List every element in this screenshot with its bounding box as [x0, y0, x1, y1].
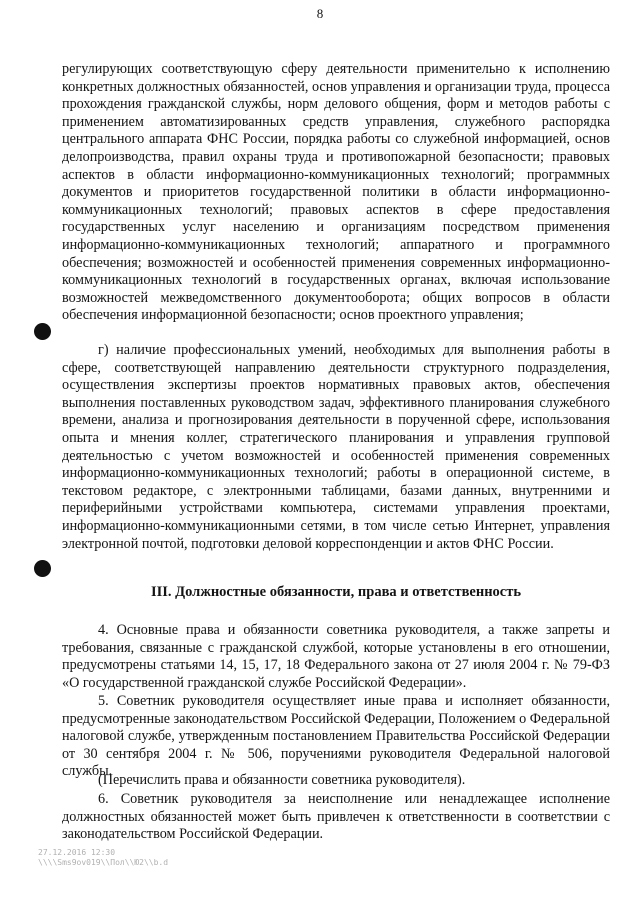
paragraph-knowledge: регулирующих соответствующую сферу деятельности применительно к исполнению конкретных должностных обязанностей, основ управления и организации труда, процесса прохождения гражданской службы, норм делового общения, форм и методов работы с применением автоматизированных средств управления, служебного распорядка центрального аппарата ФНС России, порядка работы со служебной информацией, основ делопроизводства, правил охраны труда и противопожарной безопасности; правовых аспектов в области информационно-коммуникационных технологий; программных документов и приоритетов государственной политики в области информационно-коммуникационных технологий; правовых аспектов в сфере предоставления государственных услуг населению и организациям посредством применения информационно-коммуникационных технологий; аппаратного и программного обеспечения; возможностей и особенностей применения современных информационно-коммуникационных технологий в государственных органах, включая использование возможностей межведомственного документооборота; общих вопросов в области обеспечения информационной безопасности; основ проектного управления; [62, 61, 610, 324]
paragraph-item-6: 6. Советник руководителя за неисполнение или ненадлежащее исполнение должностных обязанностей может быть привлечен к ответственности в соответствии с законодательством Российской Федерации. [62, 791, 610, 843]
punch-hole-mark [34, 323, 51, 340]
footer-stamp-date: 27.12.2016 12:30 [38, 848, 116, 857]
section-heading: III. Должностные обязанности, права и ответственность [150, 584, 522, 600]
punch-hole-mark [34, 560, 51, 577]
paragraph-rights-note: (Перечислить права и обязанности советника руководителя). [98, 772, 466, 788]
footer-stamp-path: \\\\Sms9ov019\\Пол\\Ю2\\b.d [38, 858, 169, 867]
page-number: 8 [316, 6, 324, 21]
paragraph-item-5: 5. Советник руководителя осуществляет иные права и исполняет обязанности, предусмотренные законодательством Российской Федерации, Положением о Федеральной налоговой службе, утвержденным постановлением Правительства Российской Федерации от 30 сентября 2004 г. № 506, поручениями руководителя Федеральной налоговой службы. [62, 693, 610, 780]
paragraph-skills: г) наличие профессиональных умений, необходимых для выполнения работы в сфере, соответствующей направлению деятельности структурного подразделения, осуществления экспертизы проектов нормативных правовых актов, обеспечения выполнения поставленных руководством задач, эффективного планирования служебного времени, анализа и прогнозирования деятельности в порученной сфере, использования опыта и мнения коллег, стратегического планирования и управления групповой деятельностью с учетом возможностей и особенностей применения современных информационно-коммуникационных технологий; работы в операционной системе, в текстовом редакторе, с электронными таблицами, базами данных, внутренними и периферийными устройствами компьютера, системами управления проектами, информационно-коммуникационными сетями, в том числе сетью Интернет, управления электронной почтой, подготовки деловой корреспонденции и актов ФНС России. [62, 342, 610, 552]
paragraph-item-4: 4. Основные права и обязанности советника руководителя, а также запреты и требования, связанные с гражданской службой, которые установлены в его отношении, предусмотрены статьями 14, 15, 17, 18 Федерального закона от 27 июля 2004 г. № 79-ФЗ «О государственной гражданской службе Российской Федерации». [62, 622, 610, 691]
